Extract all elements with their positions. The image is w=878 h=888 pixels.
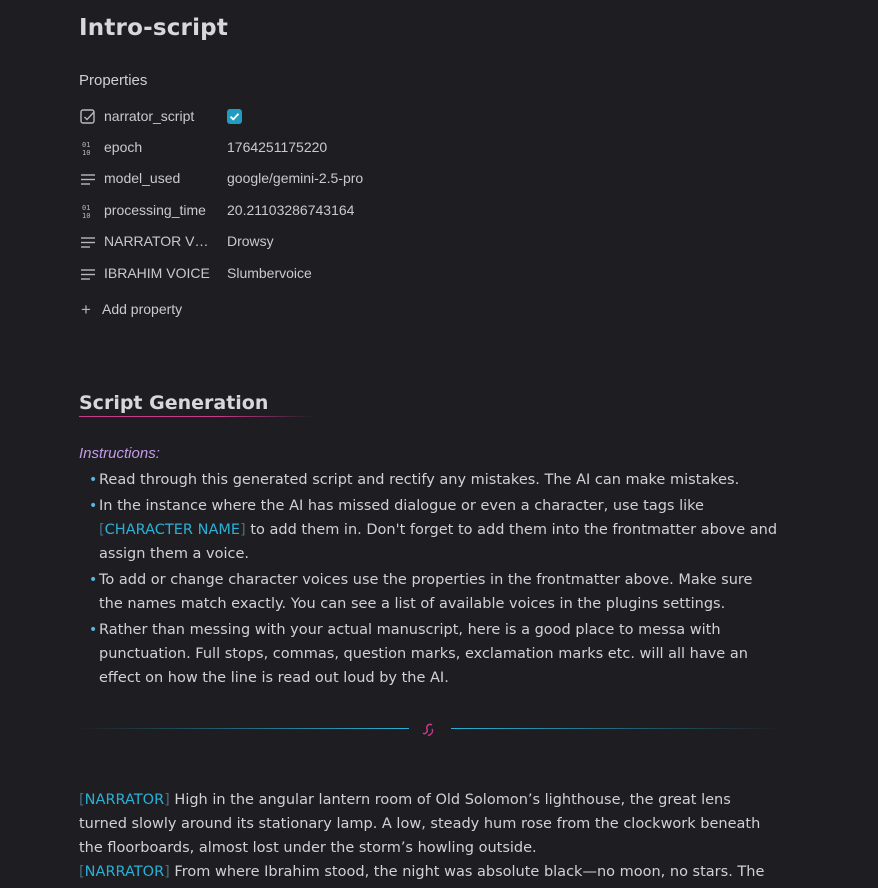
property-row-model-used[interactable] [79,167,679,191]
property-value[interactable]: 1764251175220 [227,139,328,155]
instructions-label[interactable]: Instructions: [79,445,160,462]
list-item-text: To add or change character voices use the properties in the frontmatter above. Make sure the names match exactly. You can see a list of available voices in the plugins settings. [99,572,753,612]
svg-text:01: 01 [82,141,91,149]
tag-bracket-close: ] [164,864,170,880]
property-row-narrator-voice[interactable] [79,230,679,254]
divider-line-right [451,728,779,729]
script-line-text: From where Ibrahim stood, the night was absolute black—no moon, no stars. The [169,864,765,880]
property-value[interactable]: 20.21103286743164 [227,202,355,218]
property-key[interactable]: NARRATOR V… [104,233,209,249]
property-value[interactable]: Drowsy [227,233,274,249]
section-divider [79,718,779,738]
number-icon [79,202,97,220]
bullet-icon: • [89,622,98,638]
tag-bracket-open: [ [79,864,85,880]
check-icon [227,109,242,124]
property-row-narrator-script[interactable] [79,105,679,129]
add-property-label: Add property [102,301,183,317]
list-item-text: Rather than messing with your actual manuscript, here is a good place to messa with punctuation. Full stops, commas, question marks, exclamation marks etc. will all have an effect on how the line is read out loud by the AI. [99,622,748,686]
plus-icon: + [81,300,91,319]
svg-text:10: 10 [82,149,91,157]
add-property-button[interactable] [81,300,182,320]
svg-text:10: 10 [82,212,91,220]
script-line[interactable] [79,860,779,884]
property-key[interactable]: processing_time [104,202,206,218]
property-key[interactable]: epoch [104,139,143,155]
list-item[interactable] [79,494,779,566]
property-key[interactable]: model_used [104,170,181,186]
list-item[interactable] [79,568,779,616]
text-icon [79,233,97,251]
tag-bracket-open: [ [79,792,85,808]
bullet-icon: • [89,498,98,514]
list-item[interactable] [79,468,779,492]
list-item-text: to add them in. Don't forget to add them into the frontmatter above and assign them a voice. [99,522,778,562]
text-icon [79,265,97,283]
list-item-text: Read through this generated script and rectify any mistakes. The AI can make mistakes. [99,472,740,488]
property-key[interactable]: narrator_script [104,108,195,124]
script-body [79,788,779,884]
bullet-icon: • [89,572,98,588]
number-icon [79,139,97,157]
tag-bracket-close: ] [164,792,170,808]
property-value[interactable]: Slumbervoice [227,265,312,281]
list-item-text: In the instance where the AI has missed dialogue or even a character, use tags like [99,498,704,514]
svg-text:01: 01 [82,204,91,212]
bullet-icon: • [89,472,98,488]
property-row-epoch[interactable] [79,136,679,160]
script-line[interactable] [79,788,779,860]
property-key[interactable]: IBRAHIM VOICE [104,265,210,281]
character-tag[interactable]: NARRATOR [84,864,165,880]
instructions-list [79,468,779,692]
properties-heading[interactable]: Properties [79,72,148,89]
script-line-text: High in the angular lantern room of Old Solomon’s lighthouse, the great lens turned slowly around its stationary lamp. A low, steady hum rose from the clockwork beneath the floorboards, almost lost under the storm’s howling outside. [79,792,761,856]
page-title[interactable]: Intro-script [79,15,229,41]
divider-line-left [79,728,409,729]
text-icon [79,170,97,188]
list-item[interactable] [79,618,779,690]
ornament-icon [419,720,439,738]
property-checkbox[interactable] [227,109,242,124]
checkbox-icon [79,108,97,126]
tag-bracket-open: [ [99,522,105,538]
heading-underline [79,416,314,417]
property-row-ibrahim-voice[interactable] [79,262,679,286]
property-value[interactable]: google/gemini-2.5-pro [227,170,364,186]
property-row-processing-time[interactable] [79,199,679,223]
section-heading[interactable]: Script Generation [79,392,269,414]
character-tag[interactable]: NARRATOR [84,792,165,808]
character-tag[interactable]: CHARACTER NAME [104,522,241,538]
tag-bracket-close: ] [240,522,246,538]
